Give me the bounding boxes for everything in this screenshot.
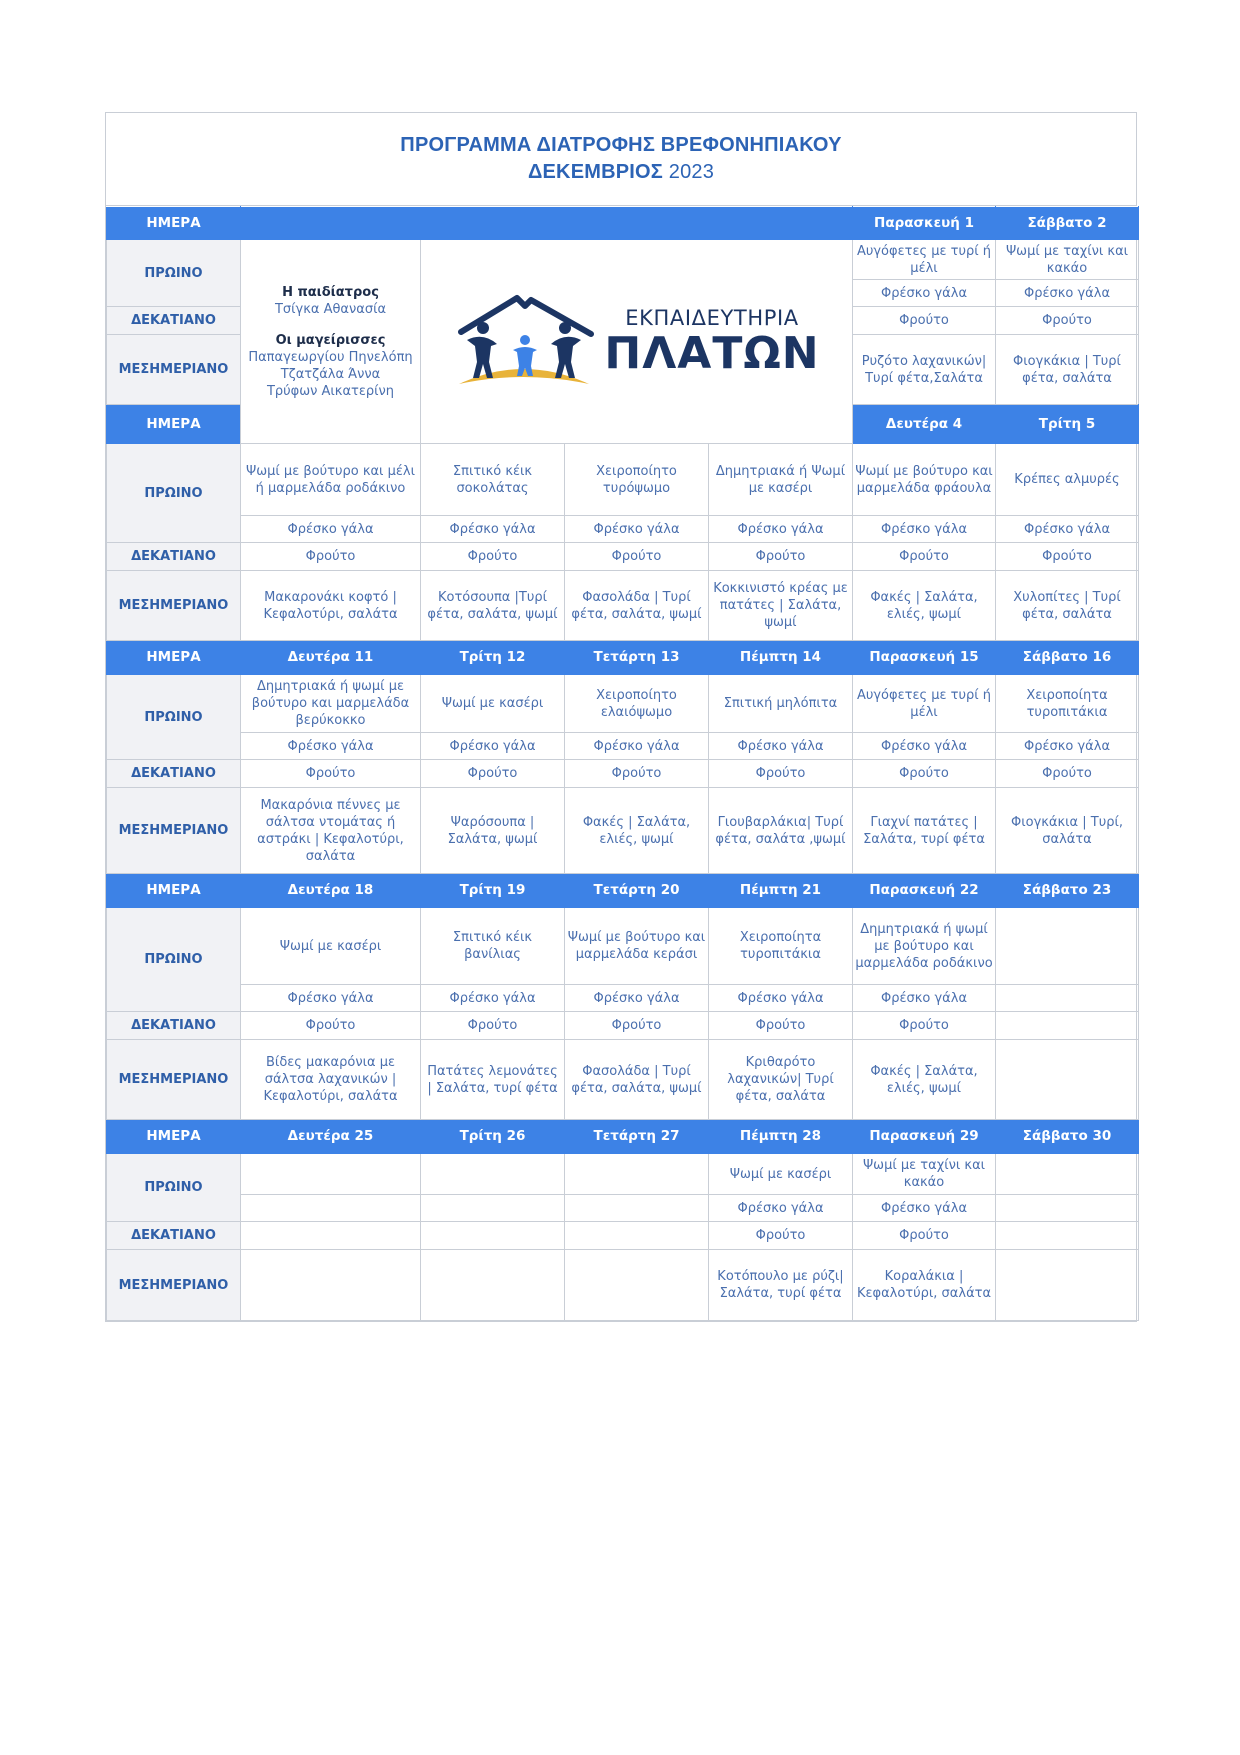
breakfast-cell: Ψωμί με ταχίνι και κακάο [996,240,1139,280]
breakfast-cell: Δημητριακά ή Ψωμί με κασέρι [709,444,853,516]
breakfast-cell: Χειροποίητο τυρόψωμο [565,444,709,516]
breakfast-cell: Σπιτικό κέικ σοκολάτας [421,444,565,516]
pediatrician-title: Η παιδίατρος [282,284,379,300]
day-header: Παρασκευή 29 [853,1120,996,1154]
day-header: Τρίτη 26 [421,1120,565,1154]
logo-name: ΠΛΑΤΩΝ [604,327,820,379]
title-block [106,113,1136,206]
milk-cell: Φρέσκο γάλα [709,733,853,760]
snack-row [107,543,1139,571]
milk-row [107,516,1139,543]
lunch-cell: Χυλοπίτες | Τυρί φέτα, σαλάτα [996,571,1139,641]
day-header: Σάββατο 2 [996,207,1139,240]
snack-label: ΔΕΚΑΤΙΑΝΟ [107,1222,241,1250]
snack-cell: Φρούτο [853,1222,996,1250]
snack-cell [996,1222,1139,1250]
snack-cell: Φρούτο [421,1012,565,1040]
lunch-cell: Μακαρόνια πέννες με σάλτσα ντομάτας ή αστράκι | Κεφαλοτύρι, σαλάτα [241,788,421,874]
snack-cell [565,1222,709,1250]
breakfast-row [107,444,1139,516]
snack-cell: Φρούτο [709,543,853,571]
year: 2023 [668,161,715,183]
lunch-label: ΜΕΣΗΜΕΡΙΑΝΟ [107,1040,241,1120]
pediatrician-name: Τσίγκα Αθανασία [274,301,387,317]
lunch-cell [241,1250,421,1321]
week-1-header-row [107,207,1139,240]
day-label: ΗΜΕΡΑ [107,641,241,675]
lunch-cell: Φακές | Σαλάτα, ελιές, ψωμί [853,1040,996,1120]
snack-cell: Φρούτο [565,760,709,788]
lunch-cell: Ψαρόσουπα | Σαλάτα, ψωμί [421,788,565,874]
lunch-cell: Γιουβαρλάκια| Τυρί φέτα, σαλάτα ,ψωμί [709,788,853,874]
breakfast-label: ΠΡΩΙΝΟ [107,908,241,1012]
snack-cell: Φρούτο [996,760,1139,788]
snack-cell: Φρούτο [565,1012,709,1040]
lunch-cell: Φασολάδα | Τυρί φέτα, σαλάτα, ψωμί [565,1040,709,1120]
day-header: Τρίτη 12 [421,641,565,675]
day-header: Τετάρτη 13 [565,641,709,675]
lunch-cell: Φακές | Σαλάτα, ελιές, ψωμί [853,571,996,641]
day-header: Πέμπτη 21 [709,874,853,908]
week-header-row [107,1120,1139,1154]
snack-cell: Φρούτο [421,760,565,788]
snack-cell: Φρούτο [241,1012,421,1040]
milk-cell: Φρέσκο γάλα [421,733,565,760]
day-header: Παρασκευή 22 [853,874,996,908]
lunch-row [107,571,1139,641]
milk-cell: Φρέσκο γάλα [853,1195,996,1222]
snack-cell: Φρούτο [709,1012,853,1040]
snack-cell: Φρούτο [853,1012,996,1040]
milk-cell: Φρέσκο γάλα [421,985,565,1012]
breakfast-label: ΠΡΩΙΝΟ [107,240,241,307]
day-header: Τετάρτη 20 [565,874,709,908]
breakfast-cell: Ψωμί με βούτυρο και μέλι ή μαρμελάδα ροδάκινο [241,444,421,516]
day-header: Παρασκευή 15 [853,641,996,675]
day-header: Τρίτη 19 [421,874,565,908]
lunch-cell: Γιαχνί πατάτες | Σαλάτα, τυρί φέτα [853,788,996,874]
breakfast-label: ΠΡΩΙΝΟ [107,675,241,760]
lunch-cell: Πατάτες λεμονάτες | Σαλάτα, τυρί φέτα [421,1040,565,1120]
breakfast-cell [996,1154,1139,1195]
breakfast-cell: Δημητριακά ή ψωμί με βούτυρο και μαρμελάδα βερύκοκκο [241,675,421,733]
logo-subtitle: ΕΚΠΑΙΔΕΥΤΗΡΙΑ [625,305,799,330]
cook-name: Τζατζάλα Άννα [280,366,381,382]
document-title: ΠΡΟΓΡΑΜΜΑ ΔΙΑΤΡΟΦΗΣ ΒΡΕΦΟΝΗΠΙΑΚΟΥ [400,134,842,156]
lunch-cell: Φιογκάκια | Τυρί φέτα, σαλάτα [996,335,1139,405]
milk-cell: Φρέσκο γάλα [996,733,1139,760]
milk-cell: Φρέσκο γάλα [709,985,853,1012]
breakfast-cell: Ψωμί με βούτυρο και μαρμελάδα φράουλα [853,444,996,516]
breakfast-cell: Ψωμί με κασέρι [241,908,421,985]
milk-cell: Φρέσκο γάλα [241,516,421,543]
snack-cell: Φρούτο [565,543,709,571]
snack-cell: Φρούτο [853,543,996,571]
lunch-row [107,1040,1139,1120]
milk-cell: Φρέσκο γάλα [996,280,1139,307]
breakfast-row [107,908,1139,985]
breakfast-cell: Αυγόφετες με τυρί ή μέλι [853,675,996,733]
day-header: Παρασκευή 1 [853,207,996,240]
staff-info [241,240,421,444]
milk-cell: Φρέσκο γάλα [565,733,709,760]
snack-label: ΔΕΚΑΤΙΑΝΟ [107,307,241,335]
school-logo [421,240,853,444]
milk-cell [241,1195,421,1222]
header-blank [241,207,853,240]
milk-cell: Φρέσκο γάλα [241,733,421,760]
lunch-cell: Κοτόπουλο με ρύζι| Σαλάτα, τυρί φέτα [709,1250,853,1321]
breakfast-cell [565,1154,709,1195]
cook-name: Τρύφων Αικατερίνη [266,383,395,399]
day-header: Σάββατο 30 [996,1120,1139,1154]
day-header: Τετάρτη 27 [565,1120,709,1154]
snack-cell: Φρούτο [241,543,421,571]
cooks-title: Οι μαγείρισσες [275,332,386,348]
lunch-cell: Κριθαρότο λαχανικών| Τυρί φέτα, σαλάτα [709,1040,853,1120]
milk-cell [565,1195,709,1222]
snack-cell: Φρούτο [241,760,421,788]
cook-name: Παπαγεωργίου Πηνελόπη [248,349,413,365]
snack-label: ΔΕΚΑΤΙΑΝΟ [107,543,241,571]
menu-sheet [105,112,1137,1322]
milk-cell: Φρέσκο γάλα [853,733,996,760]
snack-cell [421,1222,565,1250]
breakfast-cell: Δημητριακά ή ψωμί με βούτυρο και μαρμελάδα ροδάκινο [853,908,996,985]
snack-cell: Φρούτο [996,543,1139,571]
lunch-cell [421,1250,565,1321]
milk-cell: Φρέσκο γάλα [853,985,996,1012]
lunch-cell: Φακές | Σαλάτα, ελιές, ψωμί [565,788,709,874]
snack-label: ΔΕΚΑΤΙΑΝΟ [107,1012,241,1040]
breakfast-cell: Ψωμί με βούτυρο και μαρμελάδα κεράσι [565,908,709,985]
breakfast-cell [421,1154,565,1195]
milk-cell: Φρέσκο γάλα [996,516,1139,543]
day-header: Δευτέρα 18 [241,874,421,908]
week-header-row [107,874,1139,908]
lunch-label: ΜΕΣΗΜΕΡΙΑΝΟ [107,788,241,874]
day-label: ΗΜΕΡΑ [107,207,241,240]
lunch-cell: Φιογκάκια | Τυρί, σαλάτα [996,788,1139,874]
lunch-cell: Κοραλάκια | Κεφαλοτύρι, σαλάτα [853,1250,996,1321]
lunch-label: ΜΕΣΗΜΕΡΙΑΝΟ [107,571,241,641]
milk-row [107,1195,1139,1222]
lunch-cell [996,1250,1139,1321]
day-header: Σάββατο 16 [996,641,1139,675]
snack-cell: Φρούτο [853,760,996,788]
milk-row [107,985,1139,1012]
breakfast-cell: Ψωμί με κασέρι [709,1154,853,1195]
breakfast-row [107,675,1139,733]
snack-cell: Φρούτο [421,543,565,571]
breakfast-cell: Χειροποίητο ελαιόψωμο [565,675,709,733]
day-header: Σάββατο 23 [996,874,1139,908]
breakfast-row [107,1154,1139,1195]
milk-cell [421,1195,565,1222]
day-label: ΗΜΕΡΑ [107,1120,241,1154]
milk-cell [996,985,1139,1012]
day-header: Δευτέρα 4 [853,405,996,444]
snack-row [107,1012,1139,1040]
lunch-cell: Ρυζότο λαχανικών| Τυρί φέτα,Σαλάτα [853,335,996,405]
week-header-row [107,641,1139,675]
lunch-cell: Κοκκινιστό κρέας με πατάτες | Σαλάτα, ψωμί [709,571,853,641]
snack-row [107,1222,1139,1250]
milk-cell: Φρέσκο γάλα [565,516,709,543]
lunch-cell: Βίδες μακαρόνια με σάλτσα λαχανικών | Κεφαλοτύρι, σαλάτα [241,1040,421,1120]
snack-cell: Φρούτο [709,1222,853,1250]
lunch-cell [565,1250,709,1321]
milk-cell: Φρέσκο γάλα [241,985,421,1012]
breakfast-cell [241,1154,421,1195]
breakfast-cell: Χειροποίητα τυροπιτάκια [709,908,853,985]
milk-cell: Φρέσκο γάλα [853,516,996,543]
breakfast-cell: Σπιτικό κέικ βανίλιας [421,908,565,985]
week-1-breakfast-row [107,240,1139,280]
day-header: Δευτέρα 25 [241,1120,421,1154]
milk-cell: Φρέσκο γάλα [709,1195,853,1222]
lunch-label: ΜΕΣΗΜΕΡΙΑΝΟ [107,1250,241,1321]
day-header: Πέμπτη 14 [709,641,853,675]
snack-row [107,760,1139,788]
lunch-cell: Φασολάδα | Τυρί φέτα, σαλάτα, ψωμί [565,571,709,641]
lunch-row [107,1250,1139,1321]
breakfast-label: ΠΡΩΙΝΟ [107,444,241,543]
snack-cell [996,1012,1139,1040]
menu-table [106,206,1139,1321]
milk-cell: Φρέσκο γάλα [709,516,853,543]
day-header: Τρίτη 5 [996,405,1139,444]
lunch-cell: Κοτόσουπα |Τυρί φέτα, σαλάτα, ψωμί [421,571,565,641]
breakfast-cell: Ψωμί με ταχίνι και κακάο [853,1154,996,1195]
lunch-row [107,788,1139,874]
lunch-cell: Μακαρονάκι κοφτό | Κεφαλοτύρι, σαλάτα [241,571,421,641]
breakfast-label: ΠΡΩΙΝΟ [107,1154,241,1222]
month-name: ΔΕΚΕΜΒΡΙΟΣ [527,161,663,183]
milk-cell [996,1195,1139,1222]
milk-cell: Φρέσκο γάλα [421,516,565,543]
milk-row [107,733,1139,760]
breakfast-cell: Ψωμί με κασέρι [421,675,565,733]
milk-cell: Φρέσκο γάλα [565,985,709,1012]
day-header: Δευτέρα 11 [241,641,421,675]
snack-cell: Φρούτο [709,760,853,788]
day-header: Πέμπτη 28 [709,1120,853,1154]
lunch-label: ΜΕΣΗΜΕΡΙΑΝΟ [107,335,241,405]
breakfast-cell: Αυγόφετες με τυρί ή μέλι [853,240,996,280]
breakfast-cell: Κρέπες αλμυρές [996,444,1139,516]
snack-cell [241,1222,421,1250]
breakfast-cell [996,908,1139,985]
snack-cell: Φρούτο [853,307,996,335]
document-subtitle [528,159,714,186]
breakfast-cell: Σπιτική μηλόπιτα [709,675,853,733]
day-label: ΗΜΕΡΑ [107,405,241,444]
milk-cell: Φρέσκο γάλα [853,280,996,307]
breakfast-cell: Χειροποίητα τυροπιτάκια [996,675,1139,733]
snack-cell: Φρούτο [996,307,1139,335]
snack-label: ΔΕΚΑΤΙΑΝΟ [107,760,241,788]
family-house-logo-icon [453,292,598,392]
lunch-cell [996,1040,1139,1120]
day-label: ΗΜΕΡΑ [107,874,241,908]
